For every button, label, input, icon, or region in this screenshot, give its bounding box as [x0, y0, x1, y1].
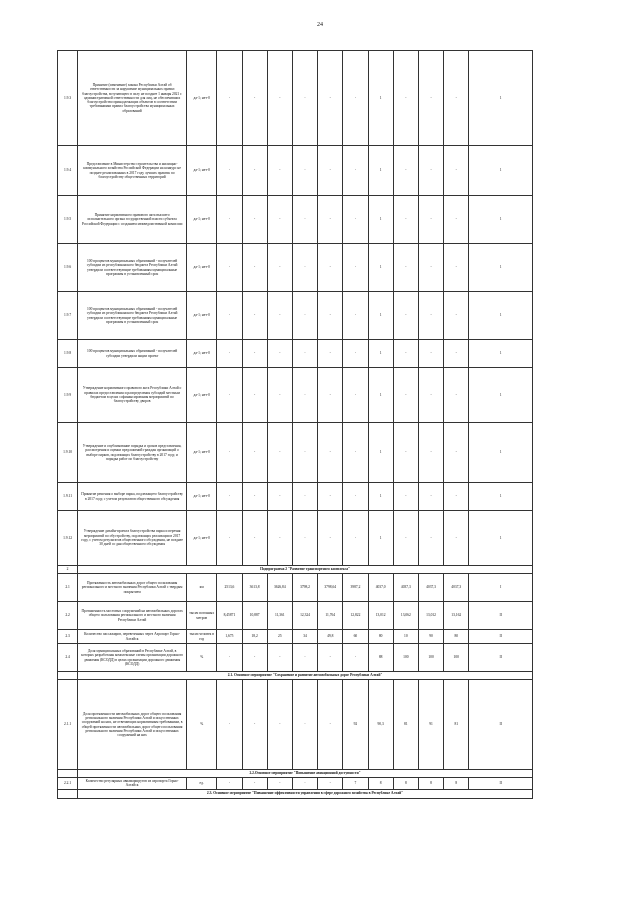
indicator-name-cell: Принятие нормативного правового акта высшего исполнительного органа государственной власти субъекта Российской Федерации с созданием межведомственной комиссии: [78, 196, 187, 244]
table-row: [58, 146, 533, 196]
unit-cell: %: [187, 680, 217, 770]
value-cell: 80: [444, 630, 469, 644]
section-row: [58, 566, 533, 574]
value-cell: 1: [368, 146, 393, 196]
value-cell: -: [418, 51, 443, 146]
value-cell: -: [217, 146, 242, 196]
value-cell: 11,361: [267, 602, 292, 630]
value-cell: 3613,8: [242, 574, 267, 602]
indicator-name-cell: Утверждение дизайн-проекта благоустройства парка и перечня мероприятий по обустройству, подлежащих реализации в 2017 году, с учетом результатов общественного обсуждения, не позднее 30 дней со дня общественного обсуждения: [78, 511, 187, 566]
value-cell: -: [343, 292, 368, 340]
value-cell: -: [242, 196, 267, 244]
row-number-cell: 1.9.7: [58, 292, 78, 340]
value-cell: -: [242, 511, 267, 566]
value-cell: -: [217, 51, 242, 146]
value-cell: -: [217, 244, 242, 292]
value-cell: -: [217, 680, 242, 770]
value-cell: -: [242, 483, 267, 511]
value-cell: 8: [418, 778, 443, 790]
value-cell: II: [469, 778, 533, 790]
value-cell: 100: [418, 644, 443, 672]
value-cell: -: [343, 511, 368, 566]
value-cell: -: [242, 778, 267, 790]
value-cell: -: [393, 368, 418, 423]
value-cell: -: [292, 644, 317, 672]
value-cell: -: [242, 51, 267, 146]
row-number-cell: 2.1.1: [58, 680, 78, 770]
indicator-name-cell: Утверждение нормативного правового акта Республики Алтай о правилах предоставления и распределения субсидий местным бюджетам в целях софинансирования мероприятий по благоустройству дворов: [78, 368, 187, 423]
table-row: [58, 778, 533, 790]
value-cell: -: [318, 340, 343, 368]
section-title-cell: 2.3. Основное мероприятие "Повышение эффективности управления в сфере дорожного хозяйства в Республике Алтай": [78, 789, 533, 798]
value-cell: 1: [469, 51, 533, 146]
value-cell: 100: [393, 644, 418, 672]
value-cell: -: [267, 644, 292, 672]
value-cell: -: [217, 292, 242, 340]
value-cell: 1: [368, 196, 393, 244]
table-row: [58, 368, 533, 423]
unit-cell: тысяч человек в год: [187, 630, 217, 644]
value-cell: I: [469, 574, 533, 602]
indicator-name-cell: 100 процентов муниципальных образований - получателей субсидии из республиканского бюджета Республики Алтай утвердили соответствующие требованиям муниципальные программы в установленный срок: [78, 244, 187, 292]
indicator-name-cell: Протяженность автомобильных дорог общего пользования регионального и местного значения Республики Алтай с твердым покрытием: [78, 574, 187, 602]
value-cell: 1: [368, 423, 393, 483]
table-row: [58, 423, 533, 483]
unit-cell: км: [187, 574, 217, 602]
value-cell: -: [444, 483, 469, 511]
value-cell: -: [217, 423, 242, 483]
value-cell: 13,162: [444, 602, 469, 630]
value-cell: -: [393, 146, 418, 196]
table-row: [58, 630, 533, 644]
value-cell: -: [318, 680, 343, 770]
value-cell: -: [418, 368, 443, 423]
indicator-name-cell: Количество пассажиров, перевезенных через Аэропорт Горно-Алтайск: [78, 630, 187, 644]
value-cell: -: [267, 244, 292, 292]
row-number-cell: 1.9.12: [58, 511, 78, 566]
value-cell: -: [418, 340, 443, 368]
value-cell: 8,45871: [217, 602, 242, 630]
indicator-name-cell: 100 процентов муниципальных образований - получателей субсидии из республиканского бюджета Республики Алтай утвердили соответствующие требованиям муниципальные программы в установленный срок: [78, 292, 187, 340]
table-row: [58, 511, 533, 566]
row-number-cell: 2: [58, 566, 78, 574]
value-cell: -: [267, 146, 292, 196]
unit-cell: да-1; нет-0: [187, 196, 217, 244]
value-cell: -: [267, 340, 292, 368]
value-cell: -: [318, 244, 343, 292]
row-number-cell: [58, 789, 78, 798]
value-cell: -: [318, 292, 343, 340]
value-cell: -: [292, 51, 317, 146]
value-cell: II: [469, 602, 533, 630]
unit-cell: да-1; нет-0: [187, 146, 217, 196]
table-row: [58, 574, 533, 602]
row-number-cell: 1.9.4: [58, 146, 78, 196]
value-cell: 10: [393, 630, 418, 644]
value-cell: 80: [368, 630, 393, 644]
value-cell: -: [343, 340, 368, 368]
section-title-cell: 2.1. Основное мероприятие "Сохранение и развитие автомобильных дорог Республики Алтай": [78, 672, 533, 680]
value-cell: -: [418, 483, 443, 511]
table-row: [58, 244, 533, 292]
value-cell: 1: [469, 244, 533, 292]
value-cell: 1,675: [217, 630, 242, 644]
value-cell: 60: [343, 630, 368, 644]
value-cell: -: [343, 368, 368, 423]
value-cell: II: [469, 680, 533, 770]
indicator-name-cell: Доля протяженности автомобильных дорог общего пользования регионального значения Республики Алтай и искусственных сооружений на них, не отвечающих нормативным требованиям, в общей протяженности автомобильных дорог общего пользования регионального значения Республики Алтай и искусственных сооружений на них: [78, 680, 187, 770]
value-cell: 1: [368, 483, 393, 511]
indicator-name-cell: 100 процентов муниципальных образований - получателей субсидии утвердили акции проект: [78, 340, 187, 368]
unit-cell: да-1; нет-0: [187, 340, 217, 368]
value-cell: -: [343, 146, 368, 196]
row-number-cell: 2.4: [58, 644, 78, 672]
value-cell: 1: [368, 51, 393, 146]
value-cell: -: [343, 483, 368, 511]
value-cell: 92: [343, 680, 368, 770]
value-cell: -: [343, 51, 368, 146]
value-cell: -: [418, 146, 443, 196]
value-cell: -: [393, 340, 418, 368]
value-cell: 100: [444, 644, 469, 672]
value-cell: -: [318, 423, 343, 483]
value-cell: -: [318, 51, 343, 146]
table-row: [58, 483, 533, 511]
value-cell: 90: [418, 630, 443, 644]
unit-cell: ед.: [187, 778, 217, 790]
value-cell: 1: [469, 423, 533, 483]
value-cell: -: [418, 196, 443, 244]
value-cell: -: [393, 196, 418, 244]
value-cell: -: [242, 292, 267, 340]
row-number-cell: 1.9.5: [58, 196, 78, 244]
value-cell: -: [292, 196, 317, 244]
value-cell: -: [267, 51, 292, 146]
value-cell: -: [393, 511, 418, 566]
value-cell: 1: [469, 483, 533, 511]
value-cell: -: [318, 644, 343, 672]
value-cell: -: [393, 244, 418, 292]
value-cell: 3626,84: [267, 574, 292, 602]
value-cell: 1: [368, 368, 393, 423]
row-number-cell: 1.9.11: [58, 483, 78, 511]
section-title-cell: Подпрограмма 2 "Развитие транспортного комплекса": [78, 566, 533, 574]
table-row: [58, 51, 533, 146]
value-cell: -: [267, 196, 292, 244]
unit-cell: тысяч погонных метров: [187, 602, 217, 630]
page-number: 24: [317, 22, 323, 28]
value-cell: 91: [418, 680, 443, 770]
value-cell: -: [292, 292, 317, 340]
value-cell: -: [444, 423, 469, 483]
indicator-name-cell: Количество регулярных авиамаршрутов из аэропорта Горно-Алтайск: [78, 778, 187, 790]
value-cell: 1: [368, 511, 393, 566]
value-cell: 8: [444, 778, 469, 790]
row-number-cell: 1.9.6: [58, 244, 78, 292]
value-cell: -: [393, 51, 418, 146]
value-cell: -: [418, 511, 443, 566]
unit-cell: да-1; нет-0: [187, 483, 217, 511]
value-cell: -: [393, 483, 418, 511]
value-cell: -: [318, 146, 343, 196]
value-cell: 34: [292, 630, 317, 644]
value-cell: 1: [469, 196, 533, 244]
value-cell: 49,8: [318, 630, 343, 644]
table-row: [58, 680, 533, 770]
value-cell: -: [217, 196, 242, 244]
section-row: [58, 789, 533, 798]
section-row: [58, 672, 533, 680]
value-cell: -: [444, 146, 469, 196]
table-row: [58, 196, 533, 244]
value-cell: 10,887: [242, 602, 267, 630]
value-cell: -: [318, 778, 343, 790]
value-cell: 88: [368, 644, 393, 672]
value-cell: 81: [444, 680, 469, 770]
value-cell: 3798,2: [292, 574, 317, 602]
value-cell: 12,324: [292, 602, 317, 630]
value-cell: -: [318, 483, 343, 511]
value-cell: -: [318, 368, 343, 423]
value-cell: -: [267, 778, 292, 790]
indicator-table: [57, 50, 533, 799]
value-cell: 4037,3: [418, 574, 443, 602]
value-cell: -: [444, 196, 469, 244]
value-cell: -: [217, 778, 242, 790]
value-cell: 3987,2: [343, 574, 368, 602]
value-cell: -: [418, 244, 443, 292]
unit-cell: да-1; нет-0: [187, 244, 217, 292]
row-number-cell: 1.9.9: [58, 368, 78, 423]
value-cell: -: [267, 483, 292, 511]
value-cell: 81: [393, 680, 418, 770]
value-cell: -: [444, 244, 469, 292]
value-cell: 18,2: [242, 630, 267, 644]
unit-cell: да-1; нет-0: [187, 292, 217, 340]
value-cell: II: [469, 644, 533, 672]
value-cell: 13,012: [418, 602, 443, 630]
value-cell: 4037,0: [368, 574, 393, 602]
value-cell: -: [267, 680, 292, 770]
unit-cell: да-1; нет-0: [187, 423, 217, 483]
value-cell: -: [217, 483, 242, 511]
indicator-name-cell: Представление в Министерство строительства и жилищно-коммунального хозяйства Российской Федерации на конкурс не позднее реализованных в 2017 году лучших практик по благоустройству общественных территорий: [78, 146, 187, 196]
table-row: [58, 644, 533, 672]
value-cell: -: [267, 292, 292, 340]
value-cell: -: [393, 292, 418, 340]
value-cell: 4037,3: [393, 574, 418, 602]
unit-cell: да-1; нет-0: [187, 368, 217, 423]
row-number-cell: 2.3: [58, 630, 78, 644]
value-cell: 13,012: [368, 602, 393, 630]
value-cell: -: [242, 146, 267, 196]
table-row: [58, 292, 533, 340]
row-number-cell: [58, 770, 78, 778]
value-cell: -: [267, 423, 292, 483]
row-number-cell: 1.9.8: [58, 340, 78, 368]
value-cell: -: [242, 423, 267, 483]
row-number-cell: 2.2: [58, 602, 78, 630]
value-cell: -: [242, 244, 267, 292]
value-cell: -: [292, 778, 317, 790]
row-number-cell: [58, 672, 78, 680]
value-cell: -: [242, 680, 267, 770]
value-cell: -: [444, 368, 469, 423]
value-cell: -: [343, 644, 368, 672]
section-row: [58, 770, 533, 778]
table-row: [58, 602, 533, 630]
value-cell: 1: [469, 368, 533, 423]
value-cell: -: [418, 423, 443, 483]
indicator-name-cell: Утверждение и опубликование порядка и сроков представления, рассмотрения и оценки предложений граждан организаций о выборе парков, подлежащих благоустройству в 2017 году, и порядка работ по благоустройству: [78, 423, 187, 483]
value-cell: -: [292, 423, 317, 483]
value-cell: -: [292, 511, 317, 566]
value-cell: II: [469, 630, 533, 644]
value-cell: -: [292, 680, 317, 770]
value-cell: -: [418, 292, 443, 340]
value-cell: -: [292, 368, 317, 423]
value-cell: -: [318, 196, 343, 244]
row-number-cell: 1.9.10: [58, 423, 78, 483]
value-cell: -: [343, 196, 368, 244]
value-cell: 3798,64: [318, 574, 343, 602]
value-cell: 1: [469, 340, 533, 368]
value-cell: -: [444, 51, 469, 146]
unit-cell: да-1; нет-0: [187, 51, 217, 146]
value-cell: 1: [368, 340, 393, 368]
value-cell: -: [393, 423, 418, 483]
table-row: [58, 340, 533, 368]
unit-cell: %: [187, 644, 217, 672]
row-number-cell: 2.2.1: [58, 778, 78, 790]
value-cell: 11,764: [318, 602, 343, 630]
value-cell: -: [444, 340, 469, 368]
row-number-cell: 2.1: [58, 574, 78, 602]
value-cell: -: [292, 244, 317, 292]
section-title-cell: 2.2.Основное мероприятие "Повышение авиационной доступности": [78, 770, 533, 778]
value-cell: -: [318, 511, 343, 566]
value-cell: 25: [267, 630, 292, 644]
value-cell: 13,062: [393, 602, 418, 630]
value-cell: 2513,6: [217, 574, 242, 602]
value-cell: -: [217, 340, 242, 368]
value-cell: -: [242, 644, 267, 672]
value-cell: -: [292, 483, 317, 511]
value-cell: -: [343, 244, 368, 292]
row-number-cell: 1.9.3: [58, 51, 78, 146]
indicator-name-cell: Протяженность мостовых сооружений на автомобильных дорогах общего пользования регионального и местного значения Республики Алтай: [78, 602, 187, 630]
value-cell: 1: [368, 292, 393, 340]
value-cell: 8: [393, 778, 418, 790]
value-cell: 90,3: [368, 680, 393, 770]
unit-cell: да-1; нет-0: [187, 511, 217, 566]
indicator-name-cell: Доля муниципальных образований в Республике Алтай, в которых разработаны комплексные схемы организации дорожного движения (КСОДД) в целях организации дорожного движения (КСОДД): [78, 644, 187, 672]
value-cell: -: [217, 368, 242, 423]
value-cell: 1: [469, 146, 533, 196]
value-cell: 1: [469, 292, 533, 340]
value-cell: -: [242, 368, 267, 423]
value-cell: -: [267, 368, 292, 423]
indicator-name-cell: Принятие решения о выборе парка, подлежащего благоустройству в 2017 году, с учетом результатов общественного обсуждения: [78, 483, 187, 511]
value-cell: -: [267, 511, 292, 566]
value-cell: -: [217, 644, 242, 672]
value-cell: 1: [368, 244, 393, 292]
value-cell: -: [242, 340, 267, 368]
value-cell: -: [343, 423, 368, 483]
indicator-name-cell: Принятие (изменение) закона Республики Алтай об ответственности за нарушение муниципальных правил благоустройства, вступающего в силу не позднее 1 января 2021 г. административной ответственности для лиц, не обеспечивших благоустройство принадлежащих объектов в соответствии требованиями правил благоустройства муниципальных образований: [78, 51, 187, 146]
value-cell: 8: [368, 778, 393, 790]
value-cell: -: [444, 292, 469, 340]
value-cell: -: [292, 146, 317, 196]
value-cell: -: [292, 340, 317, 368]
value-cell: 12,822: [343, 602, 368, 630]
value-cell: 1: [469, 511, 533, 566]
value-cell: -: [444, 511, 469, 566]
value-cell: 7: [343, 778, 368, 790]
value-cell: -: [217, 511, 242, 566]
value-cell: 4037,3: [444, 574, 469, 602]
